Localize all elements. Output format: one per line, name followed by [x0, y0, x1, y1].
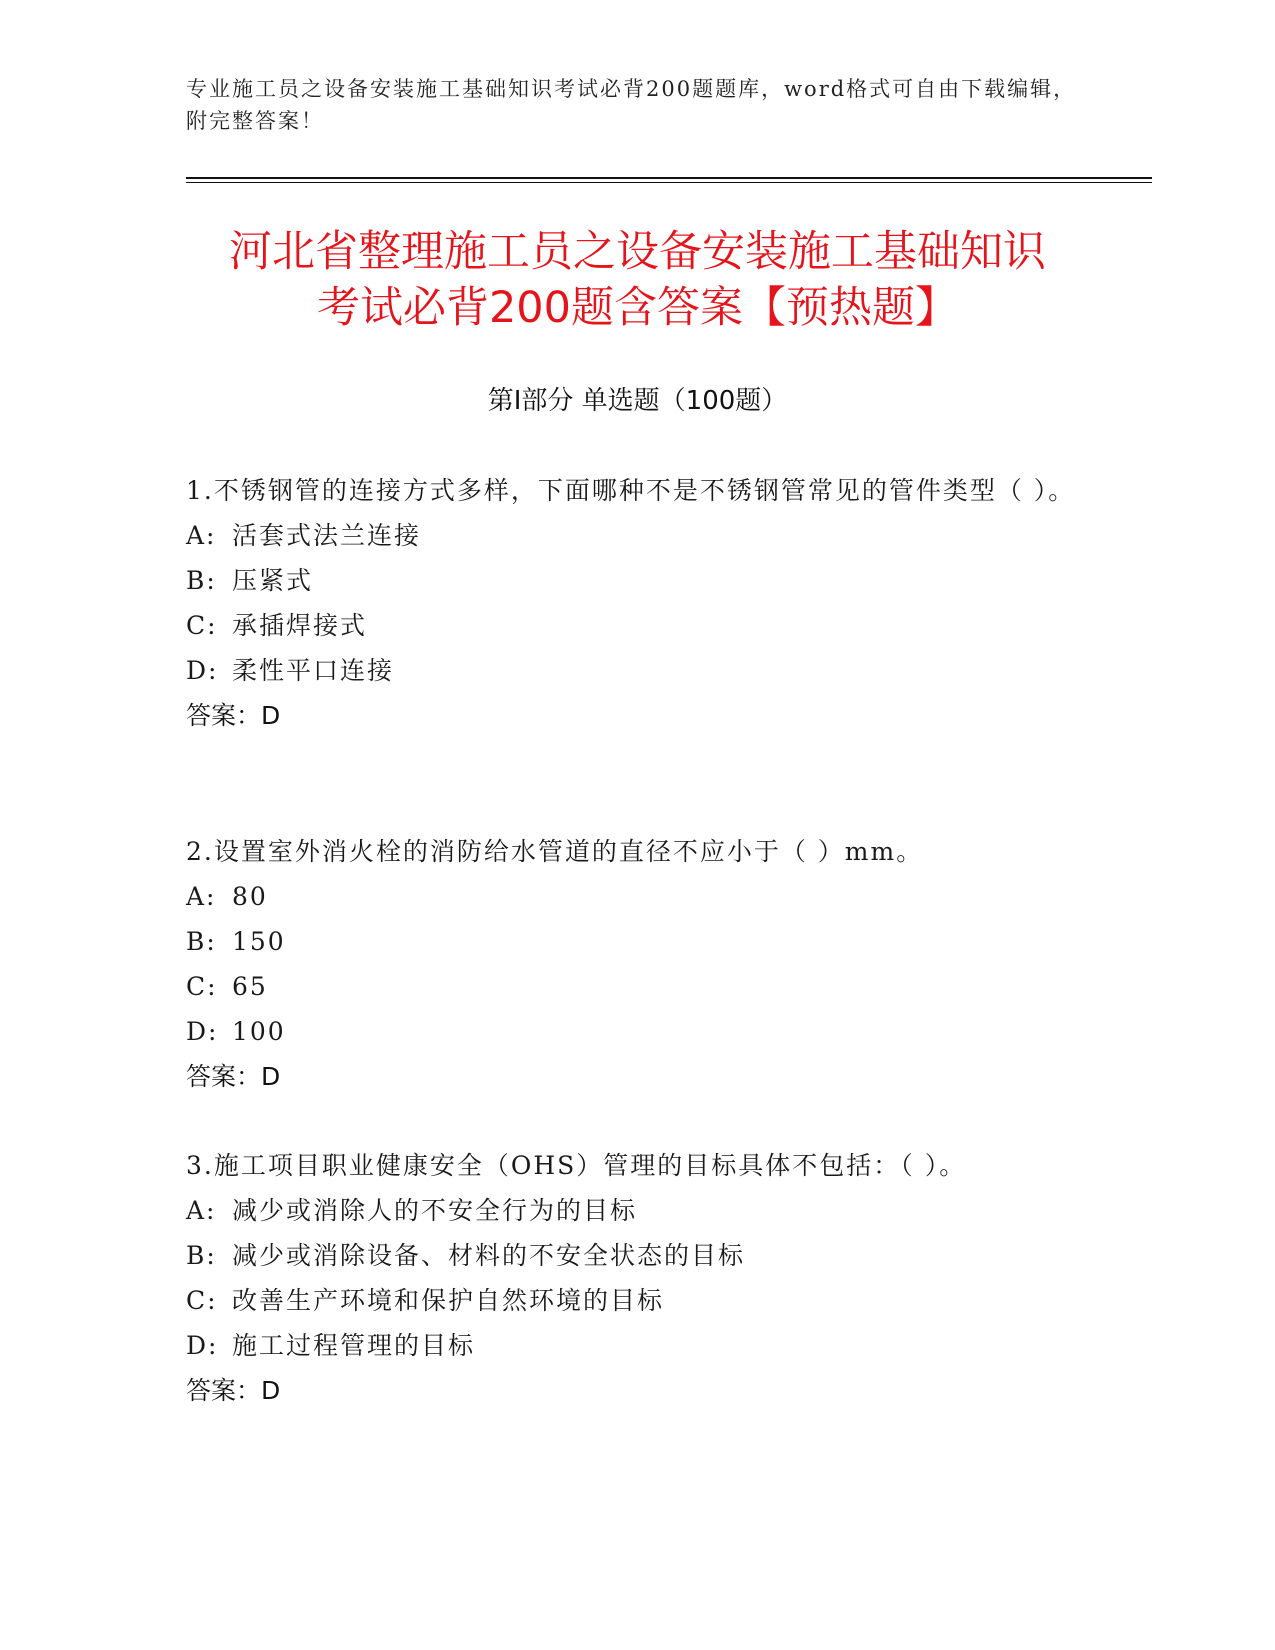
option-text: 减少或消除设备、材料的不安全状态的目标 — [232, 1241, 746, 1270]
option-key: C: — [186, 972, 218, 1001]
question-option-b — [186, 1233, 1086, 1278]
header-note: 专业施工员之设备安装施工基础知识考试必背200题题库，word格式可自由下载编辑，附完整答案！ — [186, 77, 1077, 133]
header-divider-thick — [186, 177, 1152, 179]
question-stem: 1.不锈钢管的连接方式多样，下面哪种不是不锈钢管常见的管件类型（ ）。 — [186, 476, 1076, 505]
question-answer: 答案：D — [186, 701, 281, 730]
question-answer: 答案：D — [186, 1062, 281, 1091]
option-text: 承插焊接式 — [232, 611, 368, 640]
option-key: C: — [186, 1286, 218, 1315]
question-option-d — [186, 648, 1086, 693]
option-text: 压紧式 — [232, 566, 314, 595]
option-text: 80 — [232, 882, 268, 911]
question-stem: 3.施工项目职业健康安全（OHS）管理的目标具体不包括：（ ）。 — [186, 1151, 967, 1180]
question-option-a — [186, 874, 1086, 919]
option-text: 减少或消除人的不安全行为的目标 — [232, 1196, 638, 1225]
option-text: 100 — [232, 1017, 286, 1046]
option-key: C: — [186, 611, 218, 640]
question-answer: 答案：D — [186, 1376, 281, 1405]
question-1 — [186, 469, 1086, 739]
option-key: A: — [186, 1196, 217, 1225]
question-option-d — [186, 1323, 1086, 1368]
option-key: B: — [186, 927, 217, 956]
document-title-line-1: 河北省整理施工员之设备安装施工基础知识 — [229, 227, 1046, 277]
header-divider-thin — [186, 182, 1152, 183]
option-text: 150 — [232, 927, 286, 956]
document-title-line-2: 考试必背200题含答案【预热题】 — [316, 283, 959, 333]
question-option-b — [186, 919, 1086, 964]
question-option-c — [186, 964, 1086, 1009]
option-key: A: — [186, 882, 217, 911]
question-option-a — [186, 513, 1086, 558]
option-text: 改善生产环境和保护自然环境的目标 — [232, 1286, 665, 1315]
question-option-b — [186, 558, 1086, 603]
option-key: A: — [186, 521, 217, 550]
option-text: 施工过程管理的目标 — [232, 1331, 476, 1360]
question-option-c — [186, 603, 1086, 648]
option-key: D: — [186, 1017, 219, 1046]
option-text: 柔性平口连接 — [232, 656, 395, 685]
question-option-c — [186, 1278, 1086, 1323]
option-key: D: — [186, 1331, 219, 1360]
document-title — [150, 224, 1125, 336]
question-3 — [186, 1144, 1086, 1414]
option-key: B: — [186, 1241, 217, 1270]
option-text: 活套式法兰连接 — [232, 521, 422, 550]
option-key: D: — [186, 656, 219, 685]
question-2 — [186, 830, 1086, 1100]
option-key: B: — [186, 566, 217, 595]
section-title: 第Ⅰ部分 单选题（100题） — [487, 386, 788, 416]
question-stem: 2.设置室外消火栓的消防给水管道的直径不应小于（ ）mm。 — [186, 837, 924, 866]
question-option-d — [186, 1009, 1086, 1054]
question-option-a — [186, 1188, 1086, 1233]
option-text: 65 — [232, 972, 268, 1001]
